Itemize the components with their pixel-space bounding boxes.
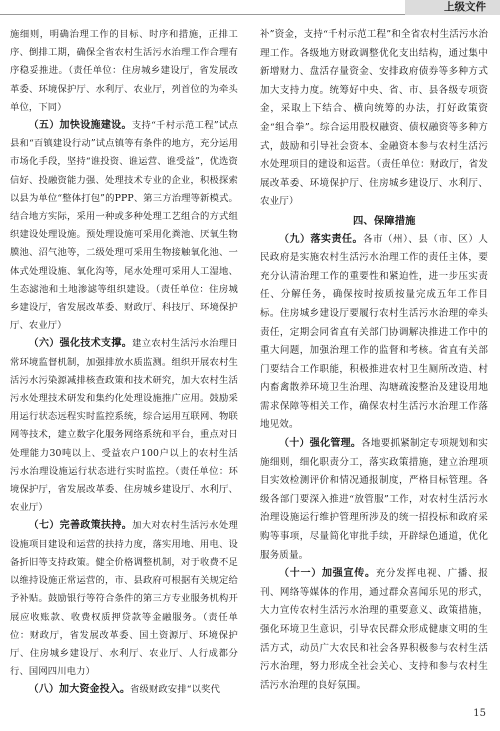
- page-number: 15: [473, 708, 486, 719]
- section-heading: 四、保障措施: [352, 214, 416, 227]
- paragraph: [260, 565, 488, 695]
- paragraph: [10, 335, 238, 517]
- right-column: [260, 26, 488, 695]
- paragraph-heading: （十）强化管理。: [279, 438, 362, 450]
- paragraph-body: 省级财政安排“以奖代: [130, 684, 221, 696]
- left-column: [10, 26, 238, 700]
- paragraph-body: 各市（州）、县（市、区）人民政府是实施农村生活污水治理工作的责任主体，要充分认清治理工作的重要性和紧迫性，进一步压实责任、分解任务，确保按时按质按量完成五年工作目标。住房城乡建设厅要履行农村生活污水治理的牵头责任，定期会同省直有关部门协调解决推进工作中的重大问题，加强治理工作的监督和考核。省直有关部门要结合工作职能，积极推进农村卫生厕所改造、村内畜禽散养环境卫生治理、沟塘疏浚整治及建设用地需求保障等相关工作，确保农村生活污水治理工作落地见效。: [260, 233, 489, 431]
- paragraph: [10, 681, 238, 699]
- paragraph-heading: （五）加快设施建设。: [28, 120, 132, 132]
- paragraph-body: 加大对农村生活污水处理设施项目建设和运营的扶持力度，落实用地、用电、设备折旧等支持政策。健全价格调整机制，对于收费不足以维持设施正常运营的，市、县政府可根据有关规定给予补贴。鼓励银行等符合条件的第三方专业服务机构开展应收账款、收费权质押贷款等金融服务。（责任单位：财政厅，省发展改革委、国土资源厅、环境保护厅、住房城乡建设厅、水利厅、农业厅、人行成都分行、国网四川电力）: [10, 520, 239, 678]
- paragraph: [260, 231, 488, 436]
- paragraph: [10, 517, 238, 681]
- paragraph-body: 充分发挥电视、广播、报刊、网络等媒体的作用，通过群众喜闻乐见的形式，大力宣传农村生活污水治理的重要意义、政策措施，强化环境卫生意识，引导农民群众形成健康文明的生活方式，动员广大农民和社会各界积极参与农村生活污水治理，努力形成全社会关心、支持和参与农村生活污水治理的良好氛围。: [260, 568, 488, 691]
- paragraph-heading: （八）加大资金投入。: [28, 684, 131, 696]
- paragraph-body: 各地要抓紧制定专项规划和实施细则，细化职责分工，落实政策措施，建立治理项目实效检测评价和情况通报制度，严格目标管理。各级各部门要深入推进“放管服”工作，对农村生活污水治理设施运行维护管理所涉及的统一招投标和政府采购等事项，尽量简化审批手续，开辟绿色通道，优化服务质量。: [260, 438, 488, 561]
- paragraph-body: 支持“千村示范工程”试点县和“百镇建设行动”试点镇等有条件的地方，充分运用市场化手段，坚持“谁投资、谁运营、谁受益”，优选资信好、投融资能力强、处理技术专业的企业，积极探索以县为单位“整体打包”的PPP、第三方治理等新模式。结合地方实际，采用一种或多种处理工艺组合的方式组织建设处理设施。预处理设施可采用化粪池、厌氧生物膜池、沼气池等，二级处理可采用生物接触氧化池、一体式处理设施、氧化沟等，尾水处理可采用人工湿地、生态滤池和土地渗滤等组织建设。（责任单位：住房城乡建设厅，省发展改革委、财政厅、科技厅、环境保护厅、农业厅）: [10, 120, 239, 332]
- paragraph: 补”资金，支持“千村示范工程”和全省农村生活污水治理工作。各级地方财政调整优化支出结构，通过集中新增财力、盘活存量资金、安排政府债券等多种方式加大支持力度。统筹好中央、省、市、县各级专项资金，采取上下结合、横向统筹的办法，打好政策资金“组合拳”。综合运用股权融资、债权融资等多种方式，鼓励和引导社会资本、金融资本参与农村生活污水处理项目的建设和运营。（责任单位：财政厅，省发展改革委、环境保护厅、住房城乡建设厅、水利厅、农业厅）: [260, 29, 488, 208]
- paragraph: 施细则，明确治理工作的目标、时序和措施，正排工序、倒排工期，确保全省农村生活污水治理工作合理有序稳妥推进。（责任单位：住房城乡建设厅，省发展改革委、环境保护厅、水利厅、农业厅，列首位的为牵头单位，下同）: [10, 29, 238, 113]
- paragraph-body: 建立农村生活污水治理日常环境监督机制，加强排放水质监测。组织开展农村生活污水污染源减排核查政策和技术研究，加大农村生活污水处理技术研发和集约化处理设施推广应用。鼓励采用运行状态远程实时监控系统，综合运用互联网、物联网等技术，建立数字化服务网络系统和平台，重点对日处理能力30吨以上、受益农户100户以上的农村生活污水治理设施运行状态进行实时监控。（责任单位：环境保护厅，省发展改革委、住房城乡建设厅、水利厅、农业厅）: [10, 338, 239, 514]
- paragraph-heading: （六）强化技术支撑。: [28, 338, 133, 350]
- paragraph: [10, 117, 238, 335]
- paragraph: [260, 435, 488, 565]
- paragraph-heading: （七）完善政策扶持。: [28, 520, 133, 532]
- section-title: 上级文件: [444, 1, 486, 13]
- header-bar: [0, 0, 500, 18]
- paragraph-heading: （九）落实责任。: [279, 233, 364, 245]
- paragraph-heading: （十一）加强宣传。: [279, 568, 376, 580]
